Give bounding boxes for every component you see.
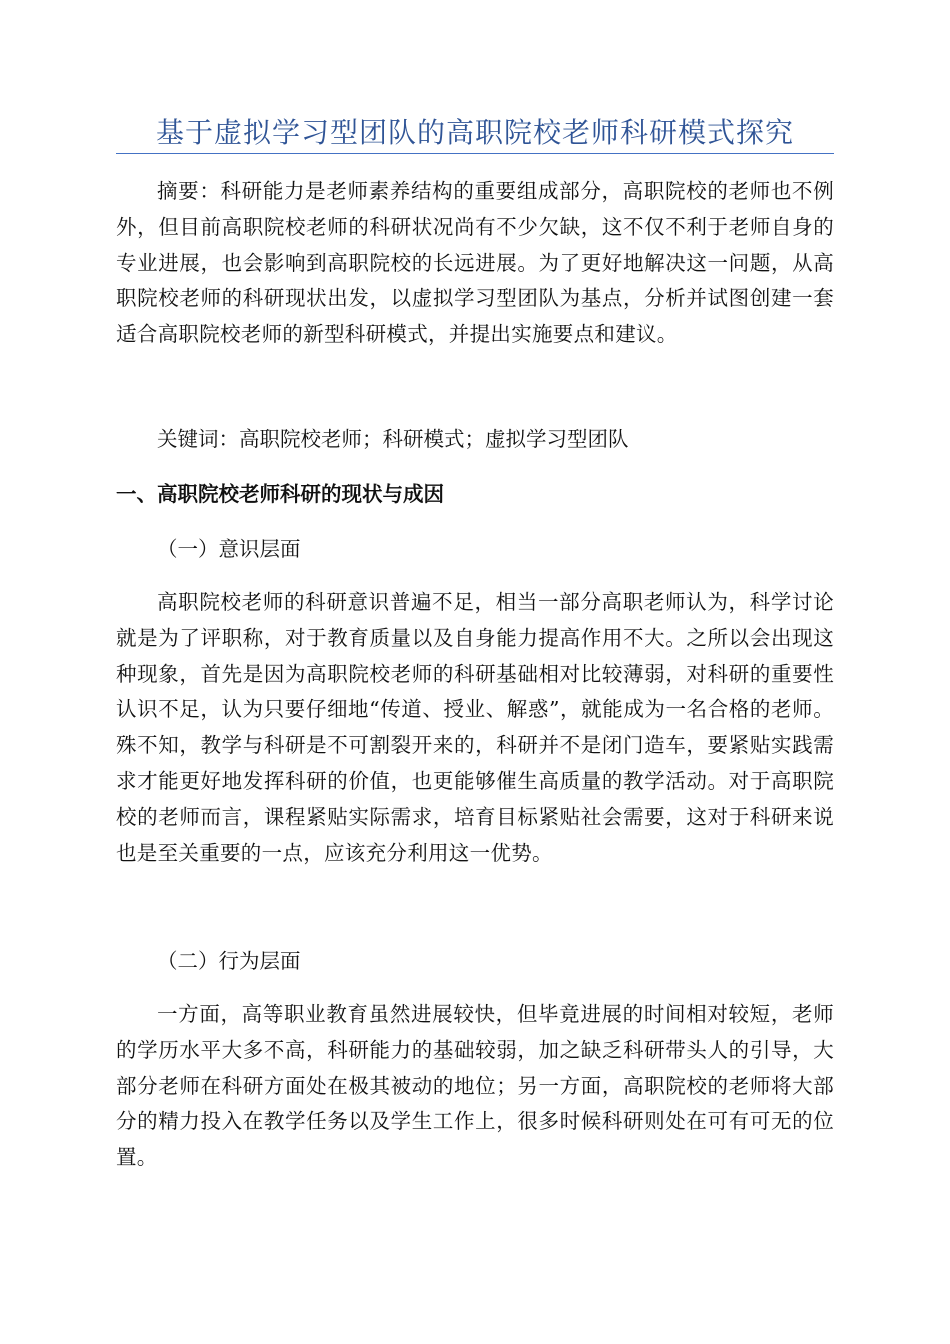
subsection-heading: （一）意识层面 [157, 537, 301, 561]
document-title: 基于虚拟学习型团队的高职院校老师科研模式探究 [155, 116, 794, 149]
keywords-line: 关键词：高职院校老师；科研模式；虚拟学习型团队 [157, 427, 629, 451]
title-underline [116, 153, 834, 154]
abstract-paragraph: 摘要：科研能力是老师素养结构的重要组成部分，高职院校的老师也不例外，但目前高职院校老师的科研状况尚有不少欠缺，这不仅不利于老师自身的专业进展，也会影响到高职院校的长远进展。为了更好地解决这一问题，从高职院校老师的科研现状出发，以虚拟学习型团队为基点，分析并试图创建一套适合高职院校老师的新型科研模式，并提出实施要点和建议。 [116, 179, 834, 347]
body-paragraph: 高职院校老师的科研意识普遍不足，相当一部分高职老师认为，科学讨论就是为了评职称，对于教育质量以及自身能力提高作用不大。之所以会出现这种现象，首先是因为高职院校老师的科研基础相对比较薄弱，对科研的重要性认识不足，认为只要仔细地“传道、授业、解惑”，就能成为一名合格的老师。殊不知，教学与科研是不可割裂开来的，科研并不是闭门造车，要紧贴实践需求才能更好地发挥科研的价值，也更能够催生高质量的教学活动。对于高职院校的老师而言，课程紧贴实际需求，培育目标紧贴社会需要，这对于科研来说也是至关重要的一点，应该充分利用这一优势。 [116, 590, 834, 865]
section-heading: 一、高职院校老师科研的现状与成因 [116, 482, 444, 506]
body-paragraph: 一方面，高等职业教育虽然进展较快，但毕竟进展的时间相对较短，老师的学历水平大多不高，科研能力的基础较弱，加之缺乏科研带头人的引导，大部分老师在科研方面处在极其被动的地位；另一方面，高职院校的老师将大部分的精力投入在教学任务以及学生工作上，很多时候科研则处在可有可无的位置。 [116, 1002, 834, 1170]
subsection-heading: （二）行为层面 [157, 949, 301, 973]
